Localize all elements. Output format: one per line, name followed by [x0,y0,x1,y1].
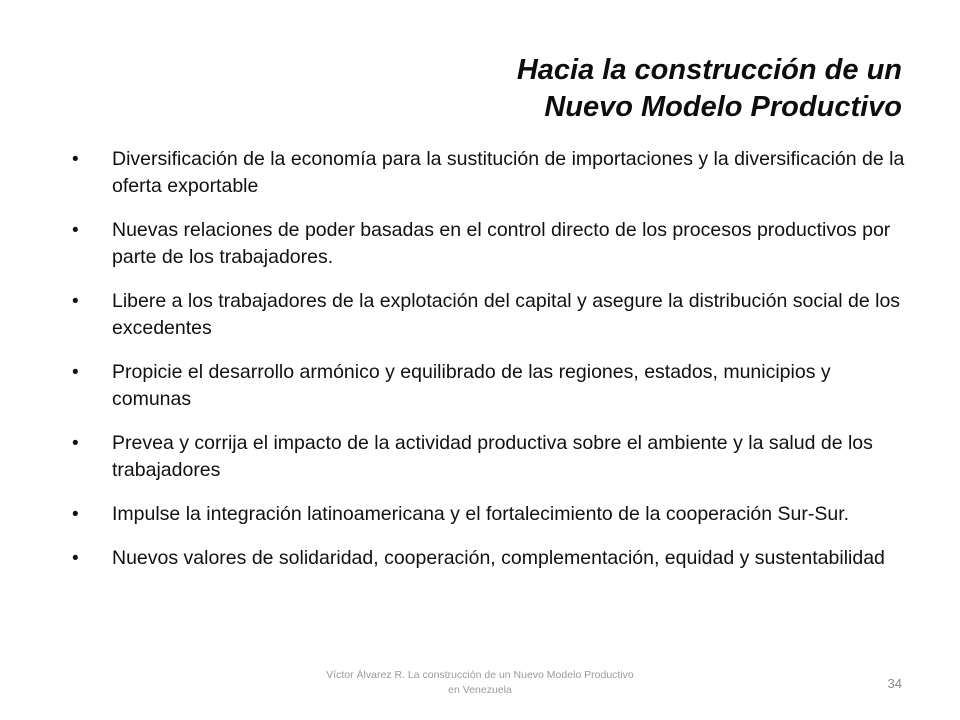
bullet-text: Propicie el desarrollo armónico y equilibrado de las regiones, estados, municipios y comunas [112,361,831,410]
bullet-dot-icon: • [72,149,79,170]
bullet-text: Impulse la integración latinoamericana y el fortalecimiento de la cooperación Sur-Sur. [112,503,850,525]
bullet-item [72,359,912,413]
title-line-2: Nuevo Modelo Productivo [544,91,902,123]
page-number: 34 [887,676,902,691]
bullet-text: Nuevos valores de solidaridad, cooperación, complementación, equidad y sustentabilidad [112,547,885,569]
bullet-item [72,217,912,271]
bullet-dot-icon: • [72,548,79,569]
bullet-dot-icon: • [72,220,79,241]
bullet-item [72,545,912,572]
bullet-item [72,430,912,484]
slide-title [202,52,902,126]
bullet-text: Prevea y corrija el impacto de la actividad productiva sobre el ambiente y la salud de los trabajadores [112,432,873,481]
bullet-item [72,288,912,342]
bullet-dot-icon: • [72,504,79,525]
bullet-list [72,146,912,589]
bullet-item [72,501,912,528]
bullet-text: Libere a los trabajadores de la explotación del capital y asegure la distribución social de los excedentes [112,290,901,339]
bullet-item [72,146,912,200]
bullet-text: Diversificación de la economía para la sustitución de importaciones y la diversificación de la oferta exportable [112,148,905,197]
bullet-text: Nuevas relaciones de poder basadas en el control directo de los procesos productivos por parte de los trabajadores. [112,219,891,268]
bullet-dot-icon: • [72,362,79,383]
bullet-dot-icon: • [72,291,79,312]
footer-text: Víctor Álvarez R. La construcción de un Nuevo Modelo Productivo en Venezuela [326,669,634,696]
title-line-1: Hacia la construcción de un [516,54,902,86]
bullet-dot-icon: • [72,433,79,454]
